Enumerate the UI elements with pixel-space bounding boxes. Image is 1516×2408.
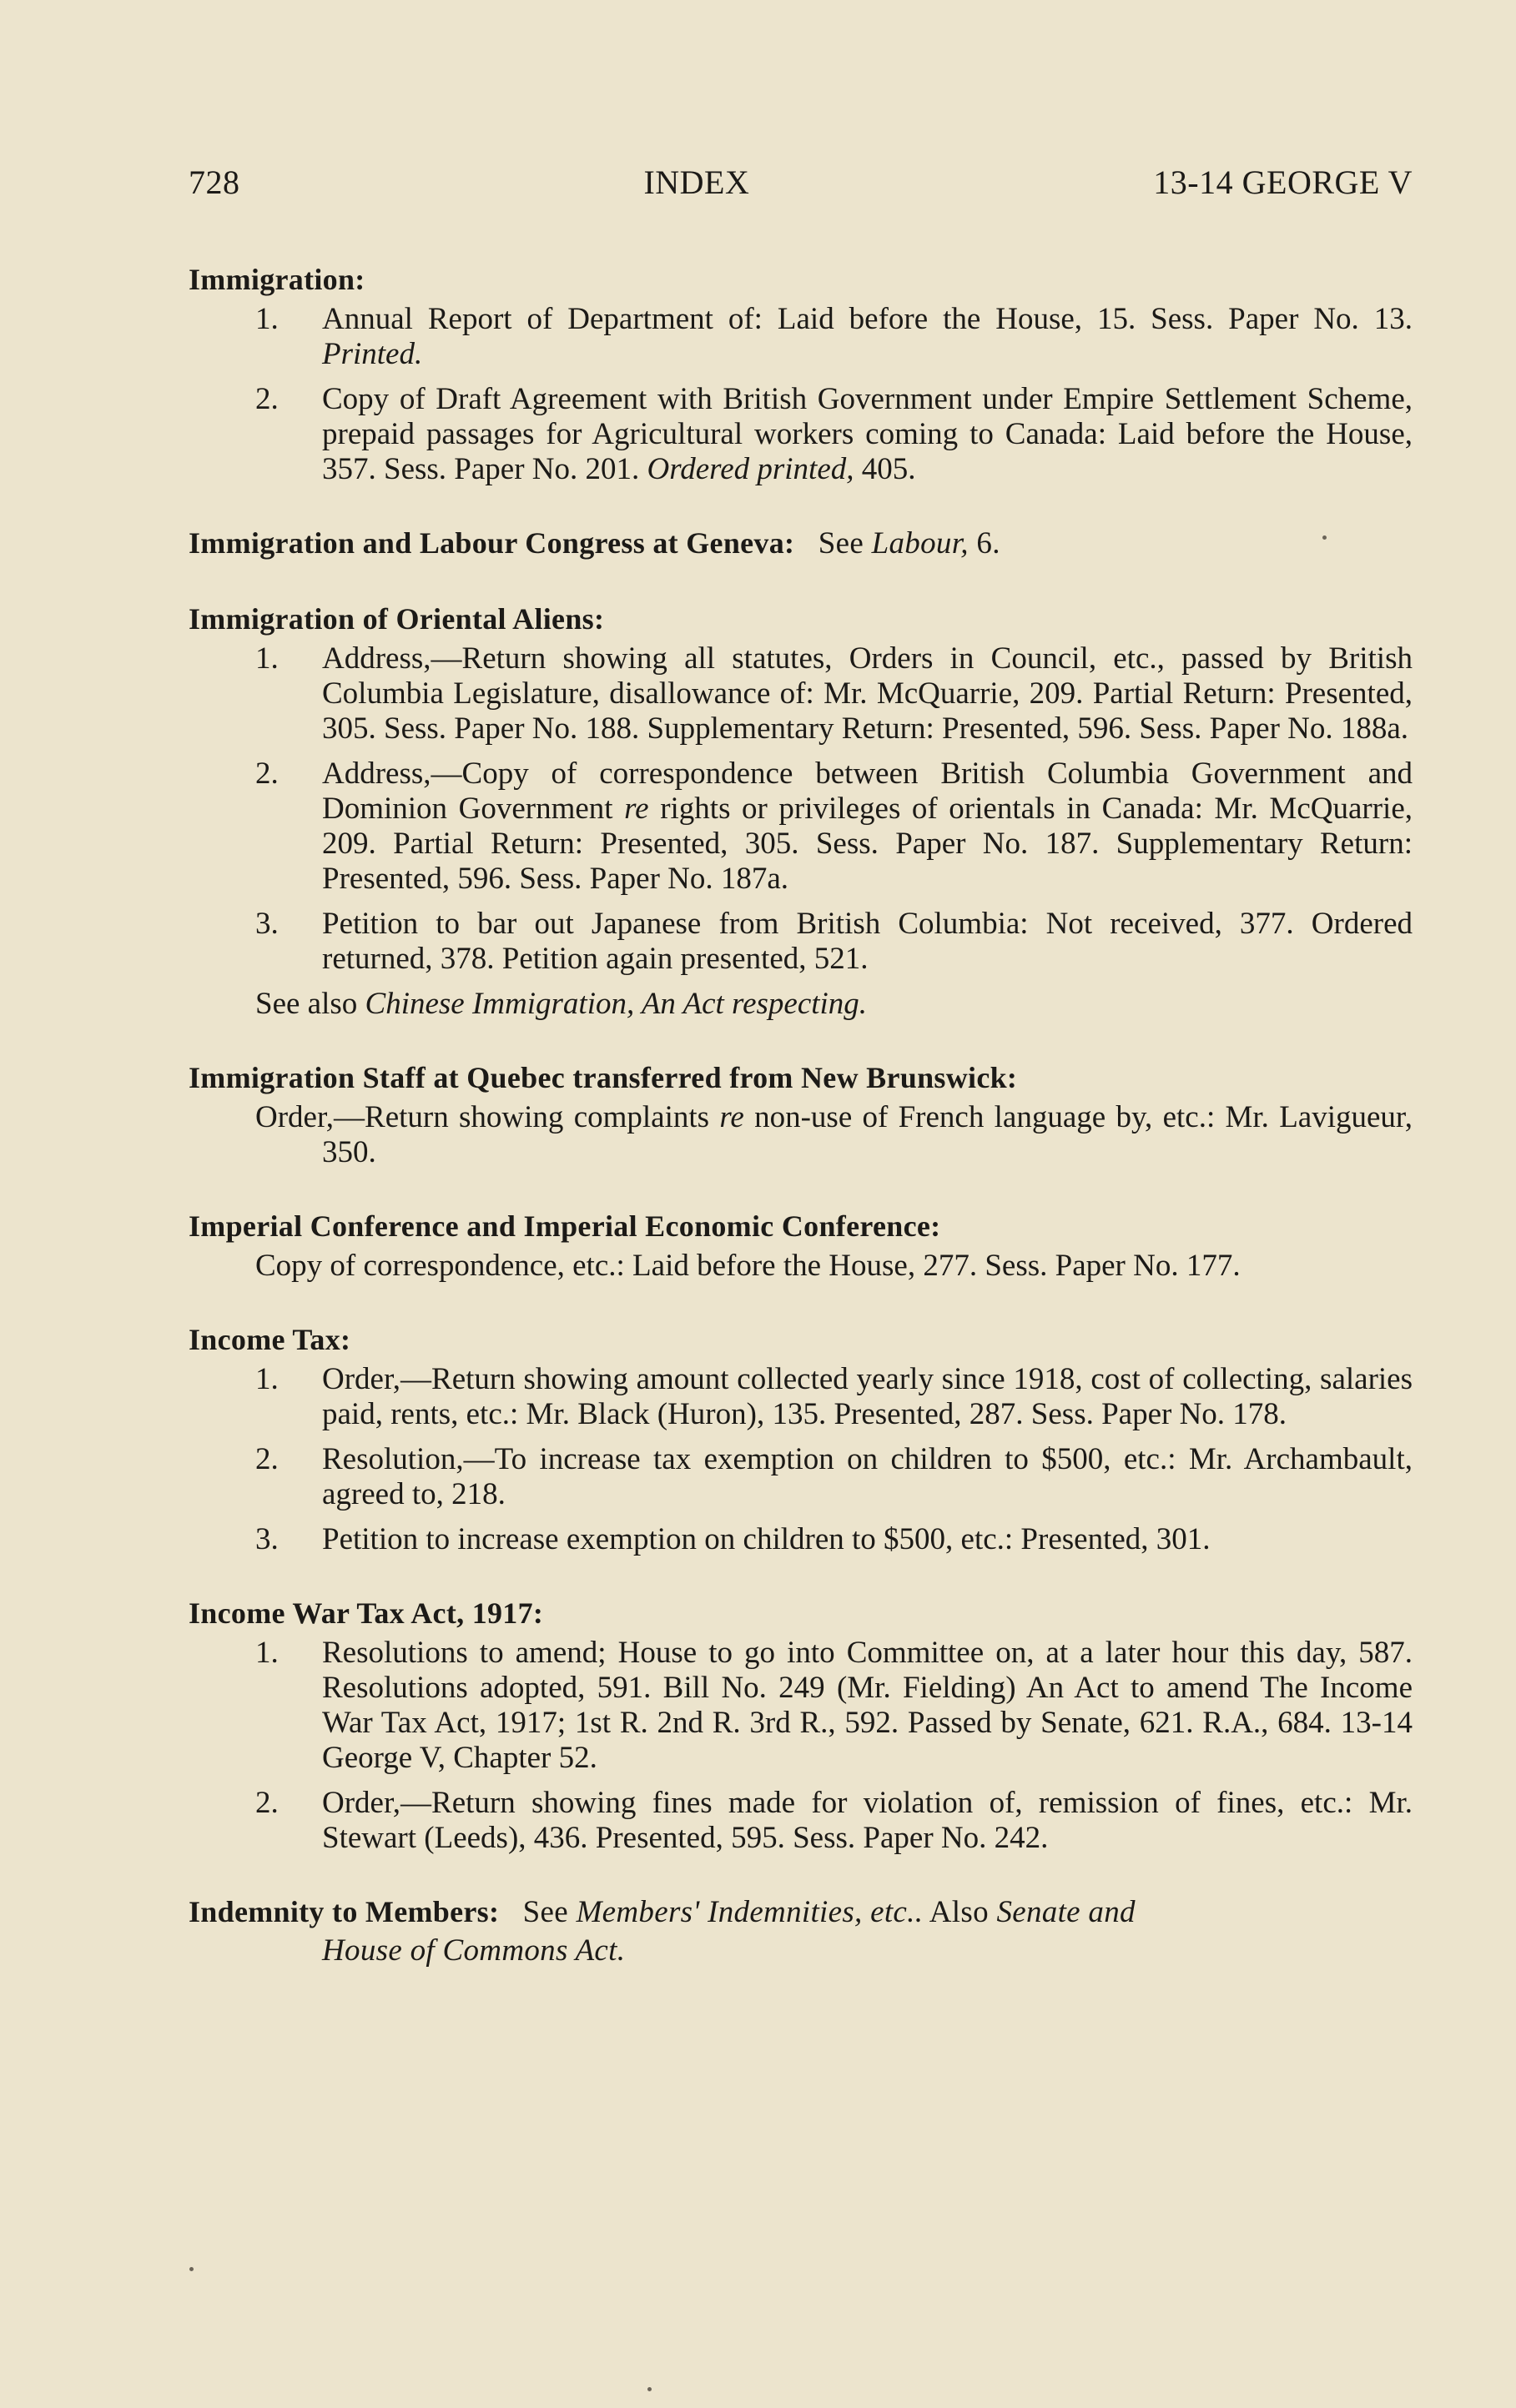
see-target: Labour, xyxy=(871,526,969,561)
see-target: Members' Indemnities, etc.. xyxy=(576,1895,924,1929)
see-also-reference xyxy=(189,987,1413,1022)
entry-text: Copy of correspondence, etc.: Laid before the House, 277. Sess. Paper No. 177. xyxy=(255,1249,1241,1283)
entry-items xyxy=(189,1362,1413,1557)
heading-continuation: House of Commons Act. xyxy=(322,1933,626,1968)
item-italic: Ordered printed, xyxy=(647,452,854,486)
item-number: 2. xyxy=(255,1786,279,1820)
index-entry-labour-congress xyxy=(189,524,1413,563)
running-head-title: INDEX xyxy=(643,163,750,201)
item-number: 1. xyxy=(255,641,279,676)
item-number: 2. xyxy=(255,1442,279,1476)
entry-item xyxy=(189,1522,1413,1557)
entry-item xyxy=(189,907,1413,977)
item-number: 2. xyxy=(255,382,279,416)
entry-items xyxy=(189,1636,1413,1856)
entry-items xyxy=(189,641,1413,977)
item-text: Address,—Copy of correspondence between British Columbia Government and Dominion Government xyxy=(322,757,1413,826)
item-text: Resolutions to amend; House to go into Committee on, at a later hour this day, 587. Resolutions adopted, 591. Bill No. 249 (Mr. Fielding) An Act to amend The Income War Tax Act, 1917; 1st R. 2nd R. 3rd R., 592. Passed by Senate, 621. R.A., 684. 13-14 George V, Chapter 52. xyxy=(322,1636,1413,1775)
running-head xyxy=(189,163,1413,202)
item-number: 1. xyxy=(255,302,279,336)
print-speck xyxy=(1322,535,1327,540)
see-label: See xyxy=(818,526,864,561)
entry-item xyxy=(189,1442,1413,1512)
item-number: 1. xyxy=(255,1636,279,1670)
entry-item xyxy=(189,302,1413,372)
see-reference xyxy=(507,1895,1136,1929)
running-head-volume: 13-14 GEORGE V xyxy=(1153,163,1413,201)
entry-items xyxy=(189,302,1413,487)
also-target: Senate and xyxy=(996,1895,1136,1929)
item-number: 2. xyxy=(255,757,279,791)
index-entry-income-war-tax-act xyxy=(189,1594,1413,1856)
entry-item xyxy=(189,757,1413,897)
entry-heading-line xyxy=(189,524,1413,563)
item-text: Copy of Draft Agreement with British Government under Empire Settlement Scheme, prepaid passages for Agricultural workers coming to Canada: Laid before the House, 357. Sess. Paper No. 201. xyxy=(322,382,1413,486)
index-entry-oriental-aliens xyxy=(189,600,1413,1022)
entry-heading: Imperial Conference and Imperial Economic Conference: xyxy=(189,1209,941,1243)
entry-italic: re xyxy=(719,1100,744,1134)
see-also-label: See also xyxy=(255,987,358,1021)
entry-text-part: Order,—Return showing complaints xyxy=(255,1100,710,1134)
print-speck xyxy=(189,2267,194,2271)
entry-heading: Immigration and Labour Congress at Geneva: xyxy=(189,526,795,560)
see-also-target: Chinese Immigration, An Act respecting. xyxy=(365,987,868,1021)
item-text: Resolution,—To increase tax exemption on children to $500, etc.: Mr. Archambault, agreed to, 218. xyxy=(322,1442,1413,1511)
item-text: Annual Report of Department of: Laid before the House, 15. Sess. Paper No. 13. xyxy=(322,302,1413,336)
item-text: Petition to increase exemption on children to $500, etc.: Presented, 301. xyxy=(322,1522,1211,1556)
item-number: 3. xyxy=(255,1522,279,1556)
also-label: Also xyxy=(929,1895,989,1929)
item-number: 3. xyxy=(255,907,279,941)
entry-heading: Income Tax: xyxy=(189,1323,351,1356)
item-number: 1. xyxy=(255,1362,279,1396)
item-text-tail: rights or privileges of orientals in Canada: Mr. McQuarrie, 209. Partial Return: Presented, 305. Sess. Paper No. 187. Supplementary Return: Presented, 596. Sess. Paper No. 187a. xyxy=(322,792,1413,896)
print-speck xyxy=(647,2387,652,2391)
index-entry-indemnity xyxy=(189,1893,1413,1970)
item-italic: Printed. xyxy=(322,337,423,371)
entry-heading: Immigration of Oriental Aliens: xyxy=(189,602,605,636)
entry-text xyxy=(189,1100,1413,1170)
entry-item xyxy=(189,1362,1413,1432)
item-text: Order,—Return showing fines made for violation of, remission of fines, etc.: Mr. Stewart (Leeds), 436. Presented, 595. Sess. Paper No. 242. xyxy=(322,1786,1413,1855)
entry-item xyxy=(189,382,1413,487)
entry-text-tail: non-use of French language by, etc.: Mr. Lavigueur, 350. xyxy=(322,1100,1413,1169)
item-text-tail: 405. xyxy=(861,452,916,486)
item-text: Address,—Return showing all statutes, Orders in Council, etc., passed by British Columbia Legislature, disallowance of: Mr. McQuarrie, 209. Partial Return: Presented, 305. Sess. Paper No. 188. Supplementary Return: Presented, 596. Sess. Paper No. 188a. xyxy=(322,641,1413,746)
item-italic: re xyxy=(624,792,649,826)
entry-heading: Immigration Staff at Quebec transferred from New Brunswick: xyxy=(189,1061,1018,1094)
item-text: Petition to bar out Japanese from British Columbia: Not received, 377. Ordered returned, 378. Petition again presented, 521. xyxy=(322,907,1413,976)
index-entry-immigration xyxy=(189,260,1413,487)
entry-item xyxy=(189,641,1413,747)
index-entry-imperial-conference xyxy=(189,1207,1413,1284)
entry-heading-line xyxy=(189,1893,1413,1970)
entry-heading: Indemnity to Members: xyxy=(189,1895,500,1928)
entry-heading: Income War Tax Act, 1917: xyxy=(189,1596,544,1630)
entry-item xyxy=(189,1636,1413,1776)
index-entry-quebec-staff xyxy=(189,1058,1413,1170)
see-reference xyxy=(803,526,1000,561)
see-page: 6. xyxy=(976,526,1000,561)
item-text: Order,—Return showing amount collected yearly since 1918, cost of collecting, salaries paid, rents, etc.: Mr. Black (Huron), 135. Presented, 287. Sess. Paper No. 178. xyxy=(322,1362,1413,1431)
entry-heading: Immigration: xyxy=(189,263,365,296)
entry-item xyxy=(189,1786,1413,1856)
see-label: See xyxy=(522,1895,568,1929)
index-entry-income-tax xyxy=(189,1320,1413,1557)
page-number: 728 xyxy=(189,163,240,201)
